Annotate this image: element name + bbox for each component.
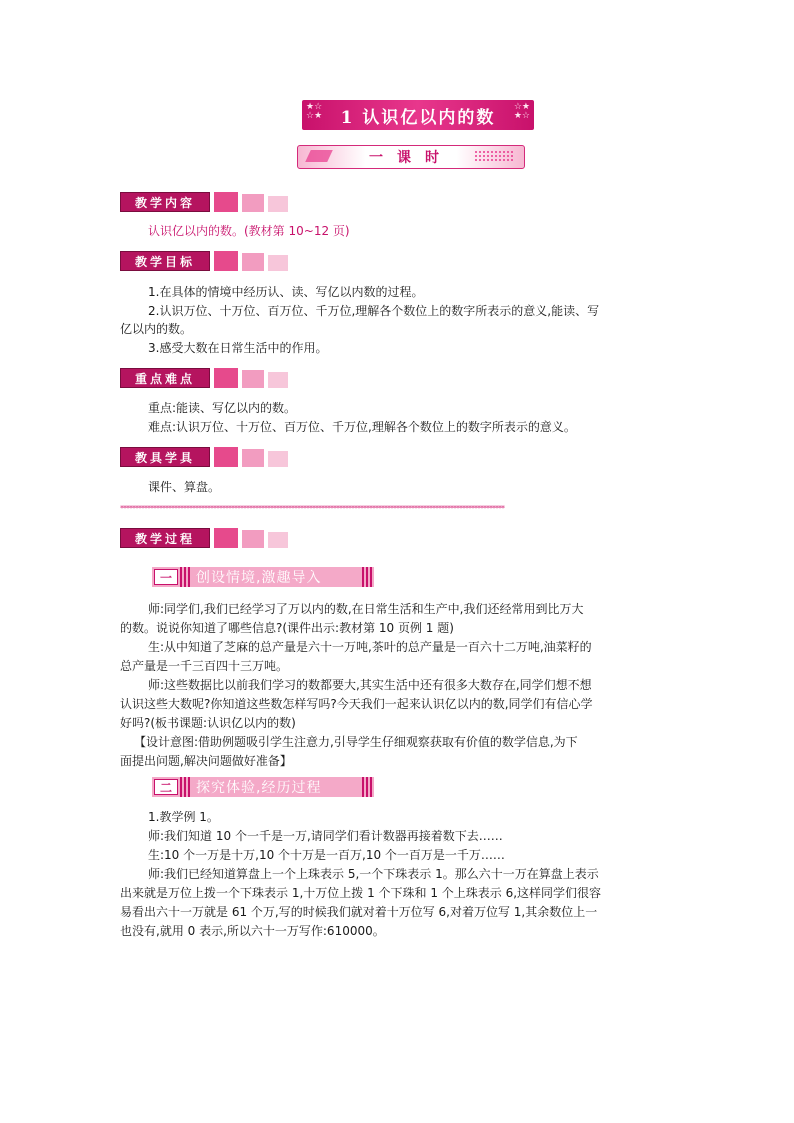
lesson-label: 一课时	[369, 150, 453, 166]
section-label: 教学过程	[120, 528, 210, 548]
paragraph: 生:10 个一万是十万,10 个十万是一百万,10 个一百万是一千万……	[148, 848, 505, 862]
decoration-square	[214, 368, 238, 388]
step-label: 创设情境,激趣导入	[196, 570, 322, 586]
step-bar-1	[152, 567, 374, 587]
decoration-square	[268, 532, 288, 548]
goal-item: 3.感受大数在日常生活中的作用。	[148, 341, 328, 355]
paragraph: 好吗?(板书课题:认识亿以内的数)	[120, 716, 296, 730]
paragraph: 也没有,就用 0 表示,所以六十一万写作:610000。	[120, 924, 385, 938]
section-header-tools	[120, 447, 288, 467]
lesson-bar	[297, 145, 525, 169]
step-2-body	[120, 808, 680, 941]
section-label: 教学目标	[120, 251, 210, 271]
keypoint-item: 重点:能读、写亿以内的数。	[148, 401, 297, 415]
paragraph: 【设计意图:借助例题吸引学生注意力,引导学生仔细观察获取有价值的数学信息,为下	[134, 735, 578, 749]
decoration-stripes	[180, 777, 190, 797]
paragraph: 师:同学们,我们已经学习了万以内的数,在日常生活和生产中,我们还经常用到比万大	[148, 602, 584, 616]
decoration-square	[242, 530, 264, 548]
paragraph: 师:这些数据比以前我们学习的数都要大,其实生活中还有很多大数存在,同学们想不想	[148, 678, 592, 692]
decoration-stripes	[362, 567, 372, 587]
title-banner	[302, 100, 534, 130]
decoration-square	[242, 370, 264, 388]
decoration-square	[214, 192, 238, 212]
step-label: 探究体验,经历过程	[196, 780, 322, 796]
decoration-square	[242, 253, 264, 271]
decoration-stripe	[305, 150, 333, 162]
decoration-stripes	[362, 777, 372, 797]
dotted-divider: ********************************************************************************************************************************	[120, 505, 504, 513]
step-1-body	[120, 600, 680, 771]
paragraph: 面提出问题,解决问题做好准备】	[120, 754, 292, 768]
section-label: 教学内容	[120, 192, 210, 212]
paragraph: 1.教学例 1。	[148, 810, 219, 824]
paragraph: 师:我们已经知道算盘上一个上珠表示 5,一个下珠表示 1。那么六十一万在算盘上表示	[148, 867, 599, 881]
paragraph: 认识这些大数呢?你知道这些数怎样写吗?今天我们一起来认识亿以内的数,同学们有信心学	[120, 697, 593, 711]
decoration-square	[268, 196, 288, 212]
keypoint-item: 难点:认识万位、十万位、百万位、千万位,理解各个数位上的数字所表示的意义。	[148, 420, 576, 434]
goal-item: 1.在具体的情境中经历认、读、写亿以内数的过程。	[148, 285, 424, 299]
paragraph: 的数。说说你知道了哪些信息?(课件出示:教材第 10 页例 1 题)	[120, 621, 454, 635]
star-icon: ☆★ ★☆	[513, 102, 530, 121]
star-icon: ★☆ ☆★	[306, 102, 323, 121]
step-number: 一	[154, 569, 178, 585]
goal-item: 亿以内的数。	[120, 322, 193, 336]
section-header-process	[120, 528, 288, 548]
decoration-square	[268, 372, 288, 388]
step-bar-2	[152, 777, 374, 797]
paragraph: 易看出六十一万就是 61 个万,写的时候我们就对着十万位写 6,对着万位写 1,其余数位上一	[120, 905, 598, 919]
decoration-square	[242, 449, 264, 467]
paragraph: 师:我们知道 10 个一千是一万,请同学们看计数器再接着数下去……	[148, 829, 503, 843]
decoration-square	[214, 251, 238, 271]
step-number: 二	[154, 779, 178, 795]
section-header-keypoints	[120, 368, 288, 388]
decoration-square	[214, 528, 238, 548]
section-label: 教具学具	[120, 447, 210, 467]
goal-item: 2.认识万位、十万位、百万位、千万位,理解各个数位上的数字所表示的意义,能读、写	[148, 304, 600, 318]
paragraph: 生:从中知道了芝麻的总产量是六十一万吨,茶叶的总产量是一百六十二万吨,油菜籽的	[148, 640, 592, 654]
decoration-square	[268, 255, 288, 271]
decoration-dots	[474, 150, 514, 162]
section-header-content	[120, 192, 288, 212]
section-header-goals	[120, 251, 288, 271]
decoration-square	[268, 451, 288, 467]
decoration-square	[242, 194, 264, 212]
section-label: 重点难点	[120, 368, 210, 388]
decoration-stripes	[180, 567, 190, 587]
decoration-square	[214, 447, 238, 467]
content-text: 认识亿以内的数。(教材第 10~12 页)	[148, 224, 350, 238]
paragraph: 总产量是一千三百四十三万吨。	[120, 659, 289, 673]
page-title: 1 认识亿以内的数	[340, 107, 496, 128]
paragraph: 出来就是万位上拨一个下珠表示 1,十万位上拨 1 个下珠和 1 个上珠表示 6,这样同学们很容	[120, 886, 602, 900]
tools-text: 课件、算盘。	[148, 480, 221, 494]
